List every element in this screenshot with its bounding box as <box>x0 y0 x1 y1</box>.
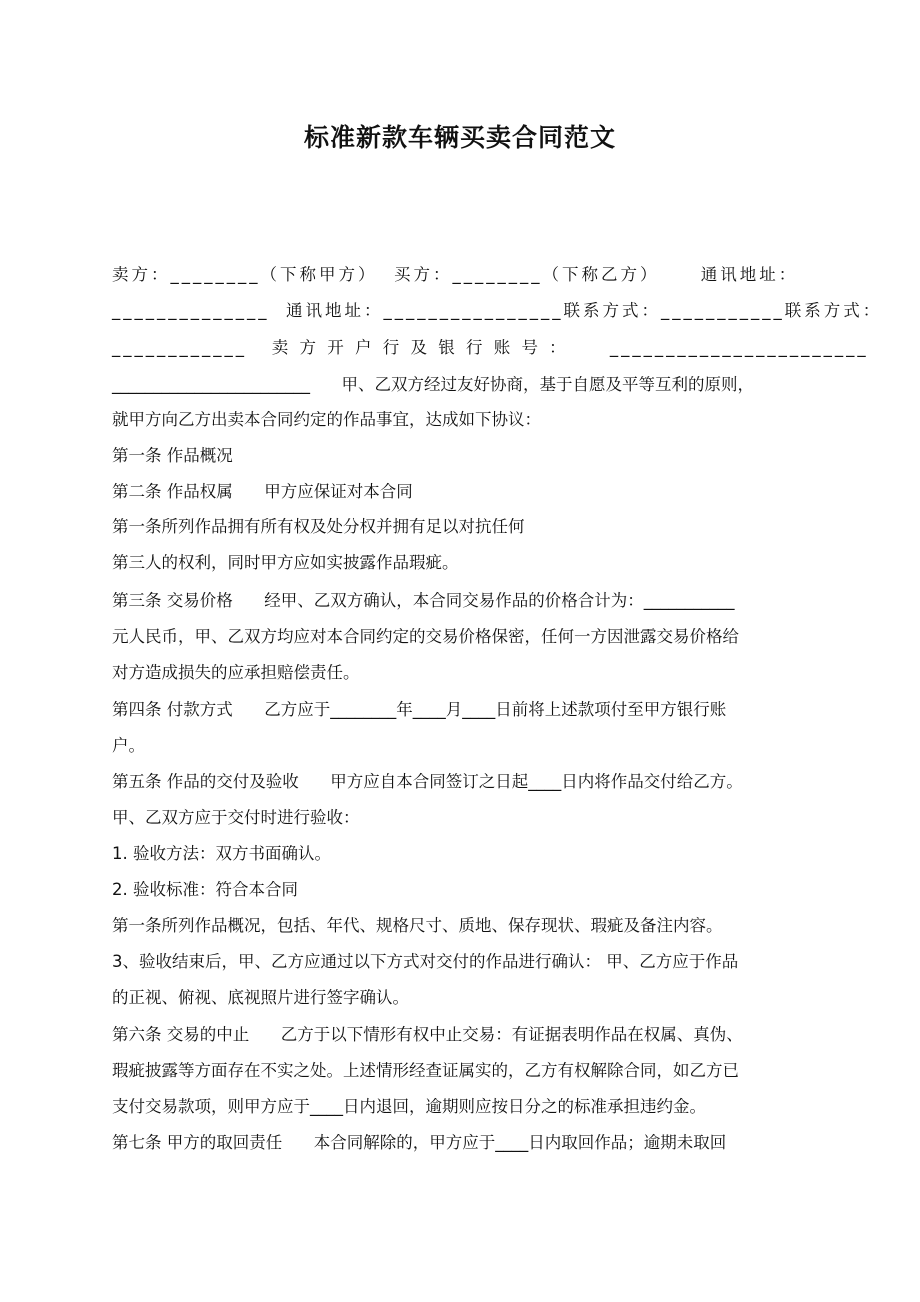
text-line: 元人民币，甲、乙双方均应对本合同约定的交易价格保密，任何一方因泄露交易价格给 <box>112 627 739 646</box>
text-line: 第一条所列作品概况，包括、年代、规格尺寸、质地、保存现状、瑕疵及备注内容。 <box>112 916 723 935</box>
text-line: 就甲方向乙方出卖本合同约定的作品事宜，达成如下协议： <box>112 410 541 429</box>
text-line: ______________ 通讯地址：________________联系方式：___________联系方式： <box>112 301 883 320</box>
text-line: 3、验收结束后，甲、乙方应通过以下方式对交付的作品进行确认： 甲、乙方应于作品 <box>112 952 739 971</box>
text-line: 支付交易款项，则甲方应于____日内退回，逾期则应按日分之的标准承担违约金。 <box>112 1097 706 1116</box>
document-title: 标准新款车辆买卖合同范文 <box>303 123 616 152</box>
text-line: 户。 <box>112 736 145 755</box>
text-line: ____________ 卖 方 开 户 行 及 银 行 账 号 ： _______________________ <box>112 338 869 357</box>
text-line: 1. 验收方法：双方书面确认。 <box>112 844 331 863</box>
text-line: 第七条 甲方的取回责任 本合同解除的，甲方应于____日内取回作品；逾期未取回 <box>112 1133 727 1152</box>
text-line: 甲、乙双方应于交付时进行验收： <box>112 808 360 827</box>
text-line: 第三条 交易价格 经甲、乙双方确认，本合同交易作品的价格合计为：___________ <box>112 591 735 610</box>
text-line: 第六条 交易的中止 乙方于以下情形有权中止交易：有证据表明作品在权属、真伪、 <box>112 1025 743 1044</box>
text-line: 第一条所列作品拥有所有权及处分权并拥有足以对抗任何 <box>112 517 525 536</box>
text-line: 第二条 作品权属 甲方应保证对本合同 <box>112 482 413 501</box>
text-line: 第一条 作品概况 <box>112 446 233 465</box>
text-line: 2. 验收标准：符合本合同 <box>112 880 298 899</box>
text-line: 第四条 付款方式 乙方应于________年____月____日前将上述款项付至甲方银行账 <box>112 700 727 719</box>
text-line: 的正视、俯视、底视照片进行签字确认。 <box>112 988 409 1007</box>
text-line: 对方造成损失的应承担赔偿责任。 <box>112 663 360 682</box>
text-line: ________________________ 甲、乙双方经过友好协商，基于自愿及平等互利的原则， <box>112 375 754 394</box>
text-line: 瑕疵披露等方面存在不实之处。上述情形经查证属实的，乙方有权解除合同，如乙方已 <box>112 1061 739 1080</box>
text-line: 第三人的权利，同时甲方应如实披露作品瑕疵。 <box>112 553 459 572</box>
text-line: 卖方：________（下称甲方） 买方：________（下称乙方） 通讯地址： <box>112 265 799 284</box>
text-line: 第五条 作品的交付及验收 甲方应自本合同签订之日起____日内将作品交付给乙方。 <box>112 772 743 791</box>
